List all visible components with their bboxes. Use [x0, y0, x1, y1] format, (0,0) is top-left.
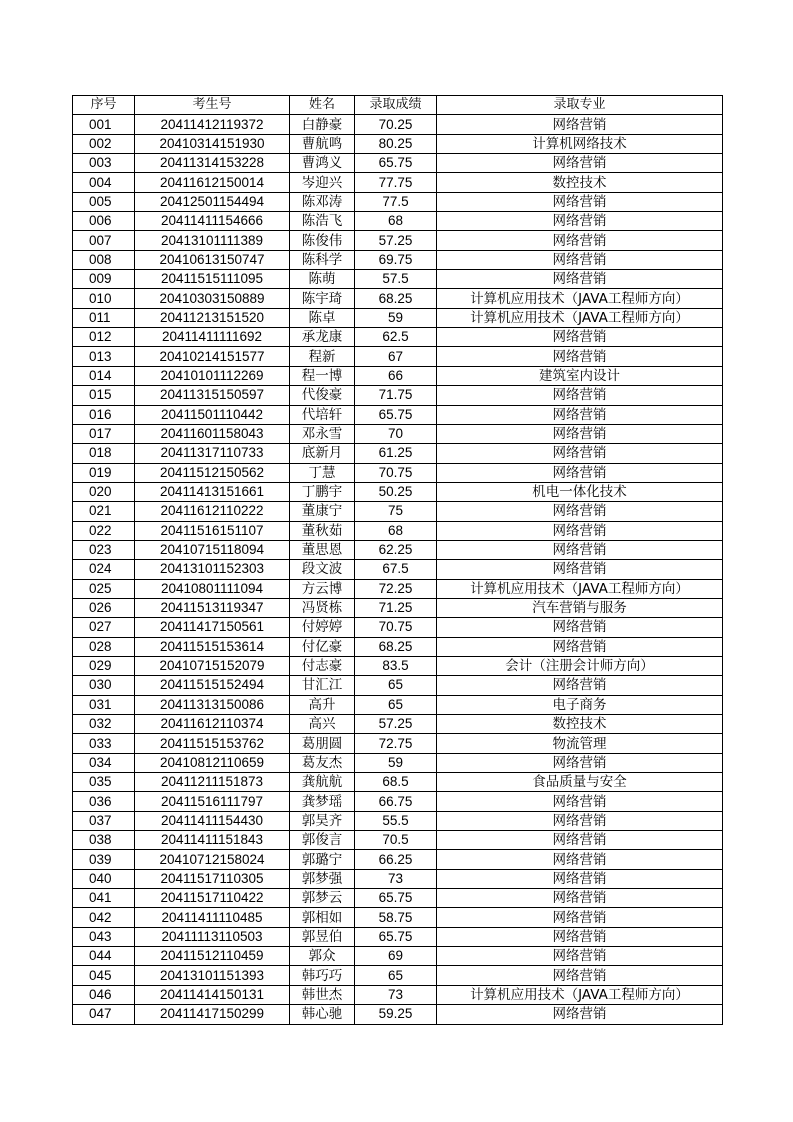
cell-name: 丁鹏宇	[290, 482, 355, 501]
cell-score: 68.5	[355, 773, 437, 792]
cell-name: 冯贤栋	[290, 598, 355, 617]
cell-major: 网络营销	[437, 927, 723, 946]
cell-seq: 008	[73, 250, 135, 269]
cell-name: 甘汇江	[290, 676, 355, 695]
cell-seq: 002	[73, 134, 135, 153]
cell-seq: 013	[73, 347, 135, 366]
cell-major: 网络营销	[437, 947, 723, 966]
table-row	[73, 386, 723, 405]
cell-major: 会计（注册会计师方向）	[437, 656, 723, 675]
cell-seq: 039	[73, 850, 135, 869]
cell-exam-id: 20410715118094	[135, 540, 290, 559]
cell-seq: 044	[73, 947, 135, 966]
cell-seq: 038	[73, 831, 135, 850]
table-row	[73, 947, 723, 966]
cell-exam-id: 20410101112269	[135, 366, 290, 385]
cell-exam-id: 20411612110374	[135, 715, 290, 734]
cell-name: 郭相如	[290, 908, 355, 927]
cell-seq: 040	[73, 869, 135, 888]
cell-name: 方云博	[290, 579, 355, 598]
cell-exam-id: 20411517110422	[135, 889, 290, 908]
table-row	[73, 927, 723, 946]
admission-table	[72, 95, 723, 1025]
cell-name: 段文波	[290, 560, 355, 579]
cell-major: 网络营销	[437, 231, 723, 250]
cell-major: 网络营销	[437, 154, 723, 173]
cell-seq: 020	[73, 482, 135, 501]
cell-score: 70	[355, 424, 437, 443]
table-row	[73, 715, 723, 734]
cell-score: 70.75	[355, 618, 437, 637]
table-body	[73, 115, 723, 1024]
cell-name: 陈科学	[290, 250, 355, 269]
header-seq: 序号	[73, 96, 135, 115]
table-row	[73, 405, 723, 424]
cell-name: 陈萌	[290, 270, 355, 289]
cell-name: 陈宇琦	[290, 289, 355, 308]
cell-score: 50.25	[355, 482, 437, 501]
cell-major: 网络营销	[437, 270, 723, 289]
cell-exam-id: 20411515152494	[135, 676, 290, 695]
cell-seq: 010	[73, 289, 135, 308]
cell-exam-id: 20413101151393	[135, 966, 290, 985]
cell-seq: 007	[73, 231, 135, 250]
cell-major: 机电一体化技术	[437, 482, 723, 501]
cell-score: 75	[355, 502, 437, 521]
cell-major: 网络营销	[437, 908, 723, 927]
cell-seq: 029	[73, 656, 135, 675]
table-row	[73, 366, 723, 385]
cell-seq: 003	[73, 154, 135, 173]
cell-exam-id: 20411515111095	[135, 270, 290, 289]
cell-exam-id: 20411314153228	[135, 154, 290, 173]
cell-major: 网络营销	[437, 115, 723, 134]
cell-score: 58.75	[355, 908, 437, 927]
cell-major: 计算机应用技术（JAVA工程师方向）	[437, 289, 723, 308]
cell-seq: 006	[73, 212, 135, 231]
cell-exam-id: 20411411154430	[135, 811, 290, 830]
table-row	[73, 289, 723, 308]
table-row	[73, 676, 723, 695]
cell-score: 83.5	[355, 656, 437, 675]
table-row	[73, 328, 723, 347]
cell-major: 网络营销	[437, 831, 723, 850]
table-row	[73, 347, 723, 366]
cell-seq: 046	[73, 985, 135, 1004]
cell-name: 葛友杰	[290, 753, 355, 772]
cell-name: 高升	[290, 695, 355, 714]
cell-major: 网络营销	[437, 966, 723, 985]
table-row	[73, 424, 723, 443]
cell-score: 70.25	[355, 115, 437, 134]
header-score: 录取成绩	[355, 96, 437, 115]
cell-major: 数控技术	[437, 173, 723, 192]
cell-name: 韩心驰	[290, 1005, 355, 1024]
cell-exam-id: 20411513119347	[135, 598, 290, 617]
cell-seq: 016	[73, 405, 135, 424]
table-row	[73, 792, 723, 811]
cell-score: 65.75	[355, 889, 437, 908]
cell-name: 承龙康	[290, 328, 355, 347]
cell-name: 韩世杰	[290, 985, 355, 1004]
cell-exam-id: 20411515153762	[135, 734, 290, 753]
cell-name: 郭众	[290, 947, 355, 966]
cell-score: 71.25	[355, 598, 437, 617]
cell-exam-id: 20413101152303	[135, 560, 290, 579]
cell-seq: 009	[73, 270, 135, 289]
cell-seq: 023	[73, 540, 135, 559]
table-row	[73, 521, 723, 540]
cell-seq: 015	[73, 386, 135, 405]
table-row	[73, 734, 723, 753]
cell-seq: 027	[73, 618, 135, 637]
cell-score: 68	[355, 212, 437, 231]
cell-score: 65	[355, 676, 437, 695]
cell-score: 62.5	[355, 328, 437, 347]
cell-major: 网络营销	[437, 212, 723, 231]
cell-seq: 024	[73, 560, 135, 579]
cell-score: 70.5	[355, 831, 437, 850]
cell-score: 67	[355, 347, 437, 366]
table-row	[73, 773, 723, 792]
cell-seq: 032	[73, 715, 135, 734]
table-row	[73, 444, 723, 463]
cell-name: 陈浩飞	[290, 212, 355, 231]
cell-exam-id: 20411317110733	[135, 444, 290, 463]
cell-major: 网络营销	[437, 502, 723, 521]
cell-score: 71.75	[355, 386, 437, 405]
cell-seq: 014	[73, 366, 135, 385]
cell-major: 网络营销	[437, 753, 723, 772]
cell-exam-id: 20411113110503	[135, 927, 290, 946]
cell-name: 付志豪	[290, 656, 355, 675]
cell-exam-id: 20411516111797	[135, 792, 290, 811]
cell-seq: 031	[73, 695, 135, 714]
table-row	[73, 115, 723, 134]
cell-seq: 028	[73, 637, 135, 656]
table-row	[73, 192, 723, 211]
cell-exam-id: 20410214151577	[135, 347, 290, 366]
cell-name: 付亿豪	[290, 637, 355, 656]
cell-name: 董思恩	[290, 540, 355, 559]
cell-name: 底新月	[290, 444, 355, 463]
cell-seq: 037	[73, 811, 135, 830]
cell-name: 丁慧	[290, 463, 355, 482]
cell-seq: 017	[73, 424, 135, 443]
table-row	[73, 173, 723, 192]
cell-major: 网络营销	[437, 405, 723, 424]
cell-exam-id: 20411612150014	[135, 173, 290, 192]
cell-major: 网络营销	[437, 250, 723, 269]
cell-exam-id: 20411601158043	[135, 424, 290, 443]
cell-major: 网络营销	[437, 850, 723, 869]
cell-exam-id: 20411612110222	[135, 502, 290, 521]
header-name: 姓名	[290, 96, 355, 115]
cell-major: 网络营销	[437, 192, 723, 211]
cell-seq: 005	[73, 192, 135, 211]
cell-name: 代培轩	[290, 405, 355, 424]
table-row	[73, 1005, 723, 1024]
cell-exam-id: 20411412119372	[135, 115, 290, 134]
cell-seq: 036	[73, 792, 135, 811]
table-row	[73, 656, 723, 675]
cell-seq: 012	[73, 328, 135, 347]
cell-seq: 035	[73, 773, 135, 792]
cell-exam-id: 20410801111094	[135, 579, 290, 598]
cell-major: 计算机应用技术（JAVA工程师方向）	[437, 579, 723, 598]
table-row	[73, 463, 723, 482]
cell-name: 付婷婷	[290, 618, 355, 637]
cell-exam-id: 20411414150131	[135, 985, 290, 1004]
cell-name: 郭昱伯	[290, 927, 355, 946]
cell-major: 网络营销	[437, 540, 723, 559]
table-row	[73, 850, 723, 869]
cell-score: 66	[355, 366, 437, 385]
table-row	[73, 502, 723, 521]
cell-major: 建筑室内设计	[437, 366, 723, 385]
cell-name: 董秋茹	[290, 521, 355, 540]
table-row	[73, 889, 723, 908]
cell-seq: 025	[73, 579, 135, 598]
cell-major: 电子商务	[437, 695, 723, 714]
table-row	[73, 598, 723, 617]
cell-name: 龚梦瑶	[290, 792, 355, 811]
cell-seq: 042	[73, 908, 135, 927]
cell-major: 网络营销	[437, 676, 723, 695]
cell-seq: 043	[73, 927, 135, 946]
cell-major: 计算机网络技术	[437, 134, 723, 153]
table-row	[73, 134, 723, 153]
cell-exam-id: 20411516151107	[135, 521, 290, 540]
cell-score: 68	[355, 521, 437, 540]
cell-major: 网络营销	[437, 463, 723, 482]
cell-name: 陈卓	[290, 308, 355, 327]
cell-score: 70.75	[355, 463, 437, 482]
cell-score: 65.75	[355, 405, 437, 424]
cell-score: 65.75	[355, 154, 437, 173]
table-row	[73, 560, 723, 579]
table-row	[73, 212, 723, 231]
cell-name: 郭昊齐	[290, 811, 355, 830]
cell-score: 61.25	[355, 444, 437, 463]
cell-score: 69.75	[355, 250, 437, 269]
cell-name: 葛朋圆	[290, 734, 355, 753]
cell-exam-id: 20410812110659	[135, 753, 290, 772]
cell-exam-id: 20411411110485	[135, 908, 290, 927]
table-row	[73, 482, 723, 501]
cell-exam-id: 20411515153614	[135, 637, 290, 656]
cell-major: 网络营销	[437, 444, 723, 463]
cell-name: 白静豪	[290, 115, 355, 134]
cell-major: 网络营销	[437, 521, 723, 540]
cell-exam-id: 20411315150597	[135, 386, 290, 405]
cell-seq: 018	[73, 444, 135, 463]
cell-name: 陈俊伟	[290, 231, 355, 250]
header-row	[73, 96, 723, 115]
cell-name: 韩巧巧	[290, 966, 355, 985]
cell-name: 曹航鸣	[290, 134, 355, 153]
cell-exam-id: 20411501110442	[135, 405, 290, 424]
cell-exam-id: 20410715152079	[135, 656, 290, 675]
cell-exam-id: 20411517110305	[135, 869, 290, 888]
cell-score: 72.25	[355, 579, 437, 598]
cell-major: 网络营销	[437, 560, 723, 579]
cell-score: 67.5	[355, 560, 437, 579]
cell-major: 网络营销	[437, 889, 723, 908]
cell-name: 岑迎兴	[290, 173, 355, 192]
table-row	[73, 540, 723, 559]
cell-major: 食品质量与安全	[437, 773, 723, 792]
cell-seq: 022	[73, 521, 135, 540]
cell-score: 77.5	[355, 192, 437, 211]
cell-seq: 021	[73, 502, 135, 521]
cell-major: 网络营销	[437, 618, 723, 637]
cell-seq: 004	[73, 173, 135, 192]
cell-major: 网络营销	[437, 386, 723, 405]
cell-name: 郭梦强	[290, 869, 355, 888]
cell-exam-id: 20411411111692	[135, 328, 290, 347]
table-row	[73, 985, 723, 1004]
cell-seq: 030	[73, 676, 135, 695]
cell-major: 数控技术	[437, 715, 723, 734]
cell-major: 计算机应用技术（JAVA工程师方向）	[437, 985, 723, 1004]
cell-exam-id: 20410613150747	[135, 250, 290, 269]
cell-score: 69	[355, 947, 437, 966]
cell-name: 龚航航	[290, 773, 355, 792]
table-row	[73, 579, 723, 598]
cell-name: 董康宁	[290, 502, 355, 521]
table-row	[73, 618, 723, 637]
cell-name: 高兴	[290, 715, 355, 734]
cell-major: 网络营销	[437, 792, 723, 811]
cell-score: 55.5	[355, 811, 437, 830]
cell-seq: 026	[73, 598, 135, 617]
cell-seq: 034	[73, 753, 135, 772]
cell-major: 物流管理	[437, 734, 723, 753]
cell-exam-id: 20411512150562	[135, 463, 290, 482]
cell-exam-id: 20410314151930	[135, 134, 290, 153]
cell-score: 72.75	[355, 734, 437, 753]
cell-exam-id: 20411213151520	[135, 308, 290, 327]
cell-score: 66.25	[355, 850, 437, 869]
cell-score: 73	[355, 869, 437, 888]
table-row	[73, 637, 723, 656]
table-row	[73, 908, 723, 927]
cell-score: 77.75	[355, 173, 437, 192]
cell-major: 网络营销	[437, 347, 723, 366]
table-row	[73, 695, 723, 714]
cell-name: 代俊豪	[290, 386, 355, 405]
cell-seq: 019	[73, 463, 135, 482]
cell-major: 网络营销	[437, 869, 723, 888]
cell-name: 曹鸿义	[290, 154, 355, 173]
cell-score: 68.25	[355, 637, 437, 656]
cell-exam-id: 20411417150299	[135, 1005, 290, 1024]
cell-score: 65.75	[355, 927, 437, 946]
cell-score: 62.25	[355, 540, 437, 559]
cell-score: 73	[355, 985, 437, 1004]
cell-exam-id: 20411313150086	[135, 695, 290, 714]
table-row	[73, 270, 723, 289]
cell-name: 程一博	[290, 366, 355, 385]
cell-seq: 041	[73, 889, 135, 908]
cell-score: 68.25	[355, 289, 437, 308]
cell-name: 陈邓涛	[290, 192, 355, 211]
cell-major: 网络营销	[437, 1005, 723, 1024]
cell-exam-id: 20413101111389	[135, 231, 290, 250]
cell-major: 网络营销	[437, 637, 723, 656]
cell-exam-id: 20411411154666	[135, 212, 290, 231]
cell-score: 65	[355, 695, 437, 714]
cell-name: 郭璐宁	[290, 850, 355, 869]
cell-exam-id: 20410303150889	[135, 289, 290, 308]
cell-score: 66.75	[355, 792, 437, 811]
cell-seq: 001	[73, 115, 135, 134]
table-row	[73, 831, 723, 850]
cell-score: 57.25	[355, 715, 437, 734]
cell-major: 计算机应用技术（JAVA工程师方向）	[437, 308, 723, 327]
cell-score: 59	[355, 753, 437, 772]
cell-seq: 045	[73, 966, 135, 985]
cell-score: 59	[355, 308, 437, 327]
table-row	[73, 869, 723, 888]
cell-score: 57.25	[355, 231, 437, 250]
cell-exam-id: 20411512110459	[135, 947, 290, 966]
cell-name: 邓永雪	[290, 424, 355, 443]
cell-major: 汽车营销与服务	[437, 598, 723, 617]
header-major: 录取专业	[437, 96, 723, 115]
table-row	[73, 753, 723, 772]
cell-seq: 011	[73, 308, 135, 327]
table-row	[73, 154, 723, 173]
cell-name: 郭俊言	[290, 831, 355, 850]
cell-exam-id: 20412501154494	[135, 192, 290, 211]
cell-name: 郭梦云	[290, 889, 355, 908]
cell-score: 80.25	[355, 134, 437, 153]
cell-major: 网络营销	[437, 811, 723, 830]
cell-score: 59.25	[355, 1005, 437, 1024]
cell-exam-id: 20411211151873	[135, 773, 290, 792]
table-row	[73, 811, 723, 830]
cell-score: 65	[355, 966, 437, 985]
cell-seq: 047	[73, 1005, 135, 1024]
cell-major: 网络营销	[437, 424, 723, 443]
cell-major: 网络营销	[437, 328, 723, 347]
cell-exam-id: 20411413151661	[135, 482, 290, 501]
cell-seq: 033	[73, 734, 135, 753]
table-row	[73, 966, 723, 985]
cell-exam-id: 20411417150561	[135, 618, 290, 637]
table-row	[73, 231, 723, 250]
cell-exam-id: 20410712158024	[135, 850, 290, 869]
table-row	[73, 308, 723, 327]
cell-exam-id: 20411411151843	[135, 831, 290, 850]
cell-name: 程新	[290, 347, 355, 366]
header-exam-id: 考生号	[135, 96, 290, 115]
cell-score: 57.5	[355, 270, 437, 289]
table-row	[73, 250, 723, 269]
